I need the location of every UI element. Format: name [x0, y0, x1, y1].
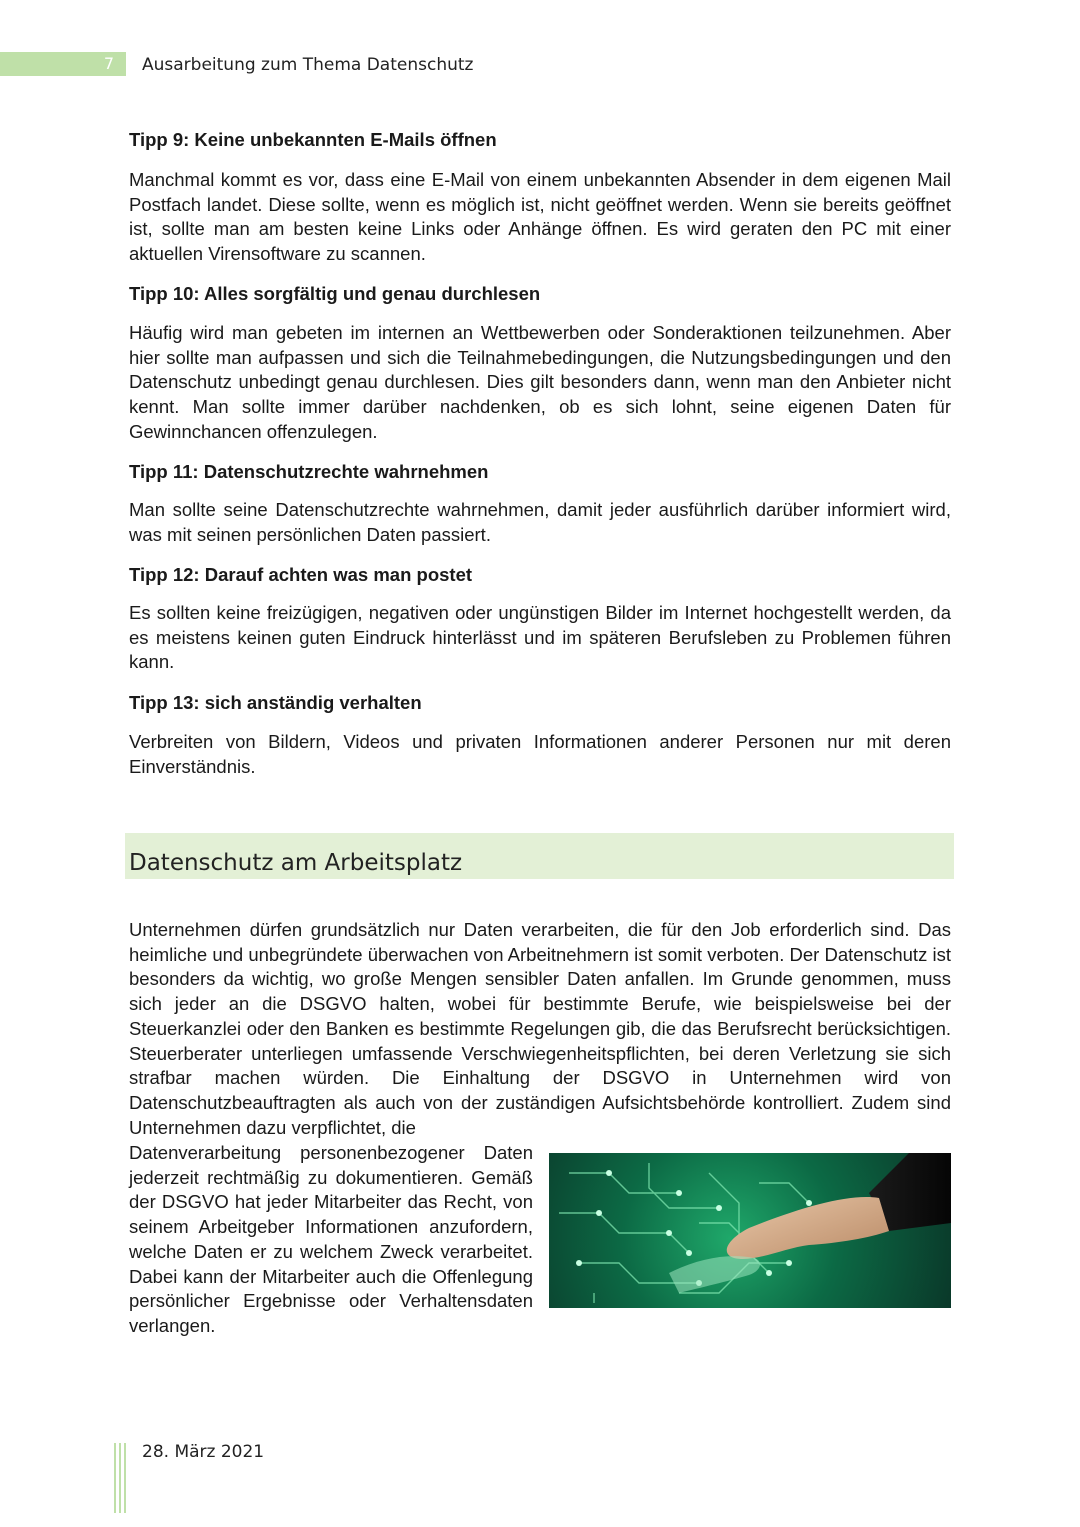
circuit-handshake-icon: [549, 1153, 951, 1308]
tip-heading: Tipp 12: Darauf achten was man postet: [129, 564, 473, 585]
footer-date: 28. März 2021: [142, 1442, 265, 1462]
tip-text: Häufig wird man gebeten im internen an Wettbewerben oder Sonderaktionen teilzunehmen. Aber hier sollte man aufpassen und sich die Teilnahmebedingungen, die Nutzungsbedingungen und den Datenschutz unbedingt genau durchlesen. Dies gilt besonders dann, wenn man den Anbieter nicht kennt. Man sollte immer darüber nachdenken, ob es sich lohnt, seine eigenen Daten für Gewinnchancen offenzulegen.: [129, 322, 951, 442]
document-title: Ausarbeitung zum Thema Datenschutz: [142, 55, 474, 75]
page-number: 7: [103, 54, 114, 73]
tip-heading: Tipp 13: sich anständig verhalten: [129, 692, 422, 713]
section-paragraph: Unternehmen dürfen grundsätzlich nur Daten verarbeiten, die für den Job erforderlich sind. Das heimliche und unbegründete überwachen von Arbeitnehmern ist somit verboten. Der Datenschutz ist besonders da wichtig, wo große Mengen sensibler Daten anfallen. Im Grunde genommen, muss sich jeder an die DSGVO halten, wobei für bestimmte Berufe, wie beispielsweise bei der Steuerkanzlei oder den Banken es bestimmte Regelungen gib, die das Berufsrecht berücksichtigen. Steuerberater unterliegen umfassende Verschwiegenheitspflichten, bei deren Verletzung sie sich strafbar machen würden. Die Einhaltung der DSGVO in Unternehmen wird von Datenschutzbeauftragten als auch von der zuständigen Aufsichtsbehörde kontrolliert. Zudem sind Unternehmen dazu verpflichtet, die: [129, 919, 951, 1138]
tip-text: Manchmal kommt es vor, dass eine E-Mail von einem unbekannten Absender in dem eigenen Mail Postfach landet. Diese sollte, wenn es möglich ist, nicht geöffnet werden. Wenn sie bereits geöffnet ist, sollte man am besten keine Links oder Anhänge öffnen. Es wird geraten den PC mit einer aktuellen Virensoftware zu scannen.: [129, 169, 951, 265]
footer-decoration: [114, 1443, 128, 1513]
tip-heading: Tipp 9: Keine unbekannten E-Mails öffnen: [129, 129, 497, 150]
circuit-handshake-image: [549, 1153, 951, 1308]
tip-heading: Tipp 10: Alles sorgfältig und genau durchlesen: [129, 283, 541, 304]
tip-text: Es sollten keine freizügigen, negativen oder ungünstigen Bilder im Internet hochgestellt werden, da es meistens keinen guten Eindruck hinterlässt und im späteren Berufsleben zu Problemen führen kann.: [129, 602, 951, 673]
tip-heading: Tipp 11: Datenschutzrechte wahrnehmen: [129, 461, 489, 482]
page-number-bar: [0, 52, 126, 76]
section-heading-band: [125, 833, 954, 879]
section-wrap-paragraph: Datenverarbeitung personenbezogener Daten jederzeit rechtmäßig zu dokumentieren. Gemäß der DSGVO hat jeder Mitarbeiter das Recht, von seinem Arbeitgeber Informationen anzufordern, welche Daten er zu welchem Zweck verarbeitet. Dabei kann der Mitarbeiter auch die Offenlegung persönlicher Ergebnisse oder Verhaltensdaten verlangen.: [129, 1142, 533, 1336]
page-header: [0, 52, 1080, 78]
tip-text: Verbreiten von Bildern, Videos und privaten Informationen anderer Personen nur mit deren Einverständnis.: [129, 731, 951, 777]
section-title: Datenschutz am Arbeitsplatz: [129, 850, 463, 876]
tip-text: Man sollte seine Datenschutzrechte wahrnehmen, damit jeder ausführlich darüber informiert wird, was mit seinen persönlichen Daten passiert.: [129, 499, 951, 545]
